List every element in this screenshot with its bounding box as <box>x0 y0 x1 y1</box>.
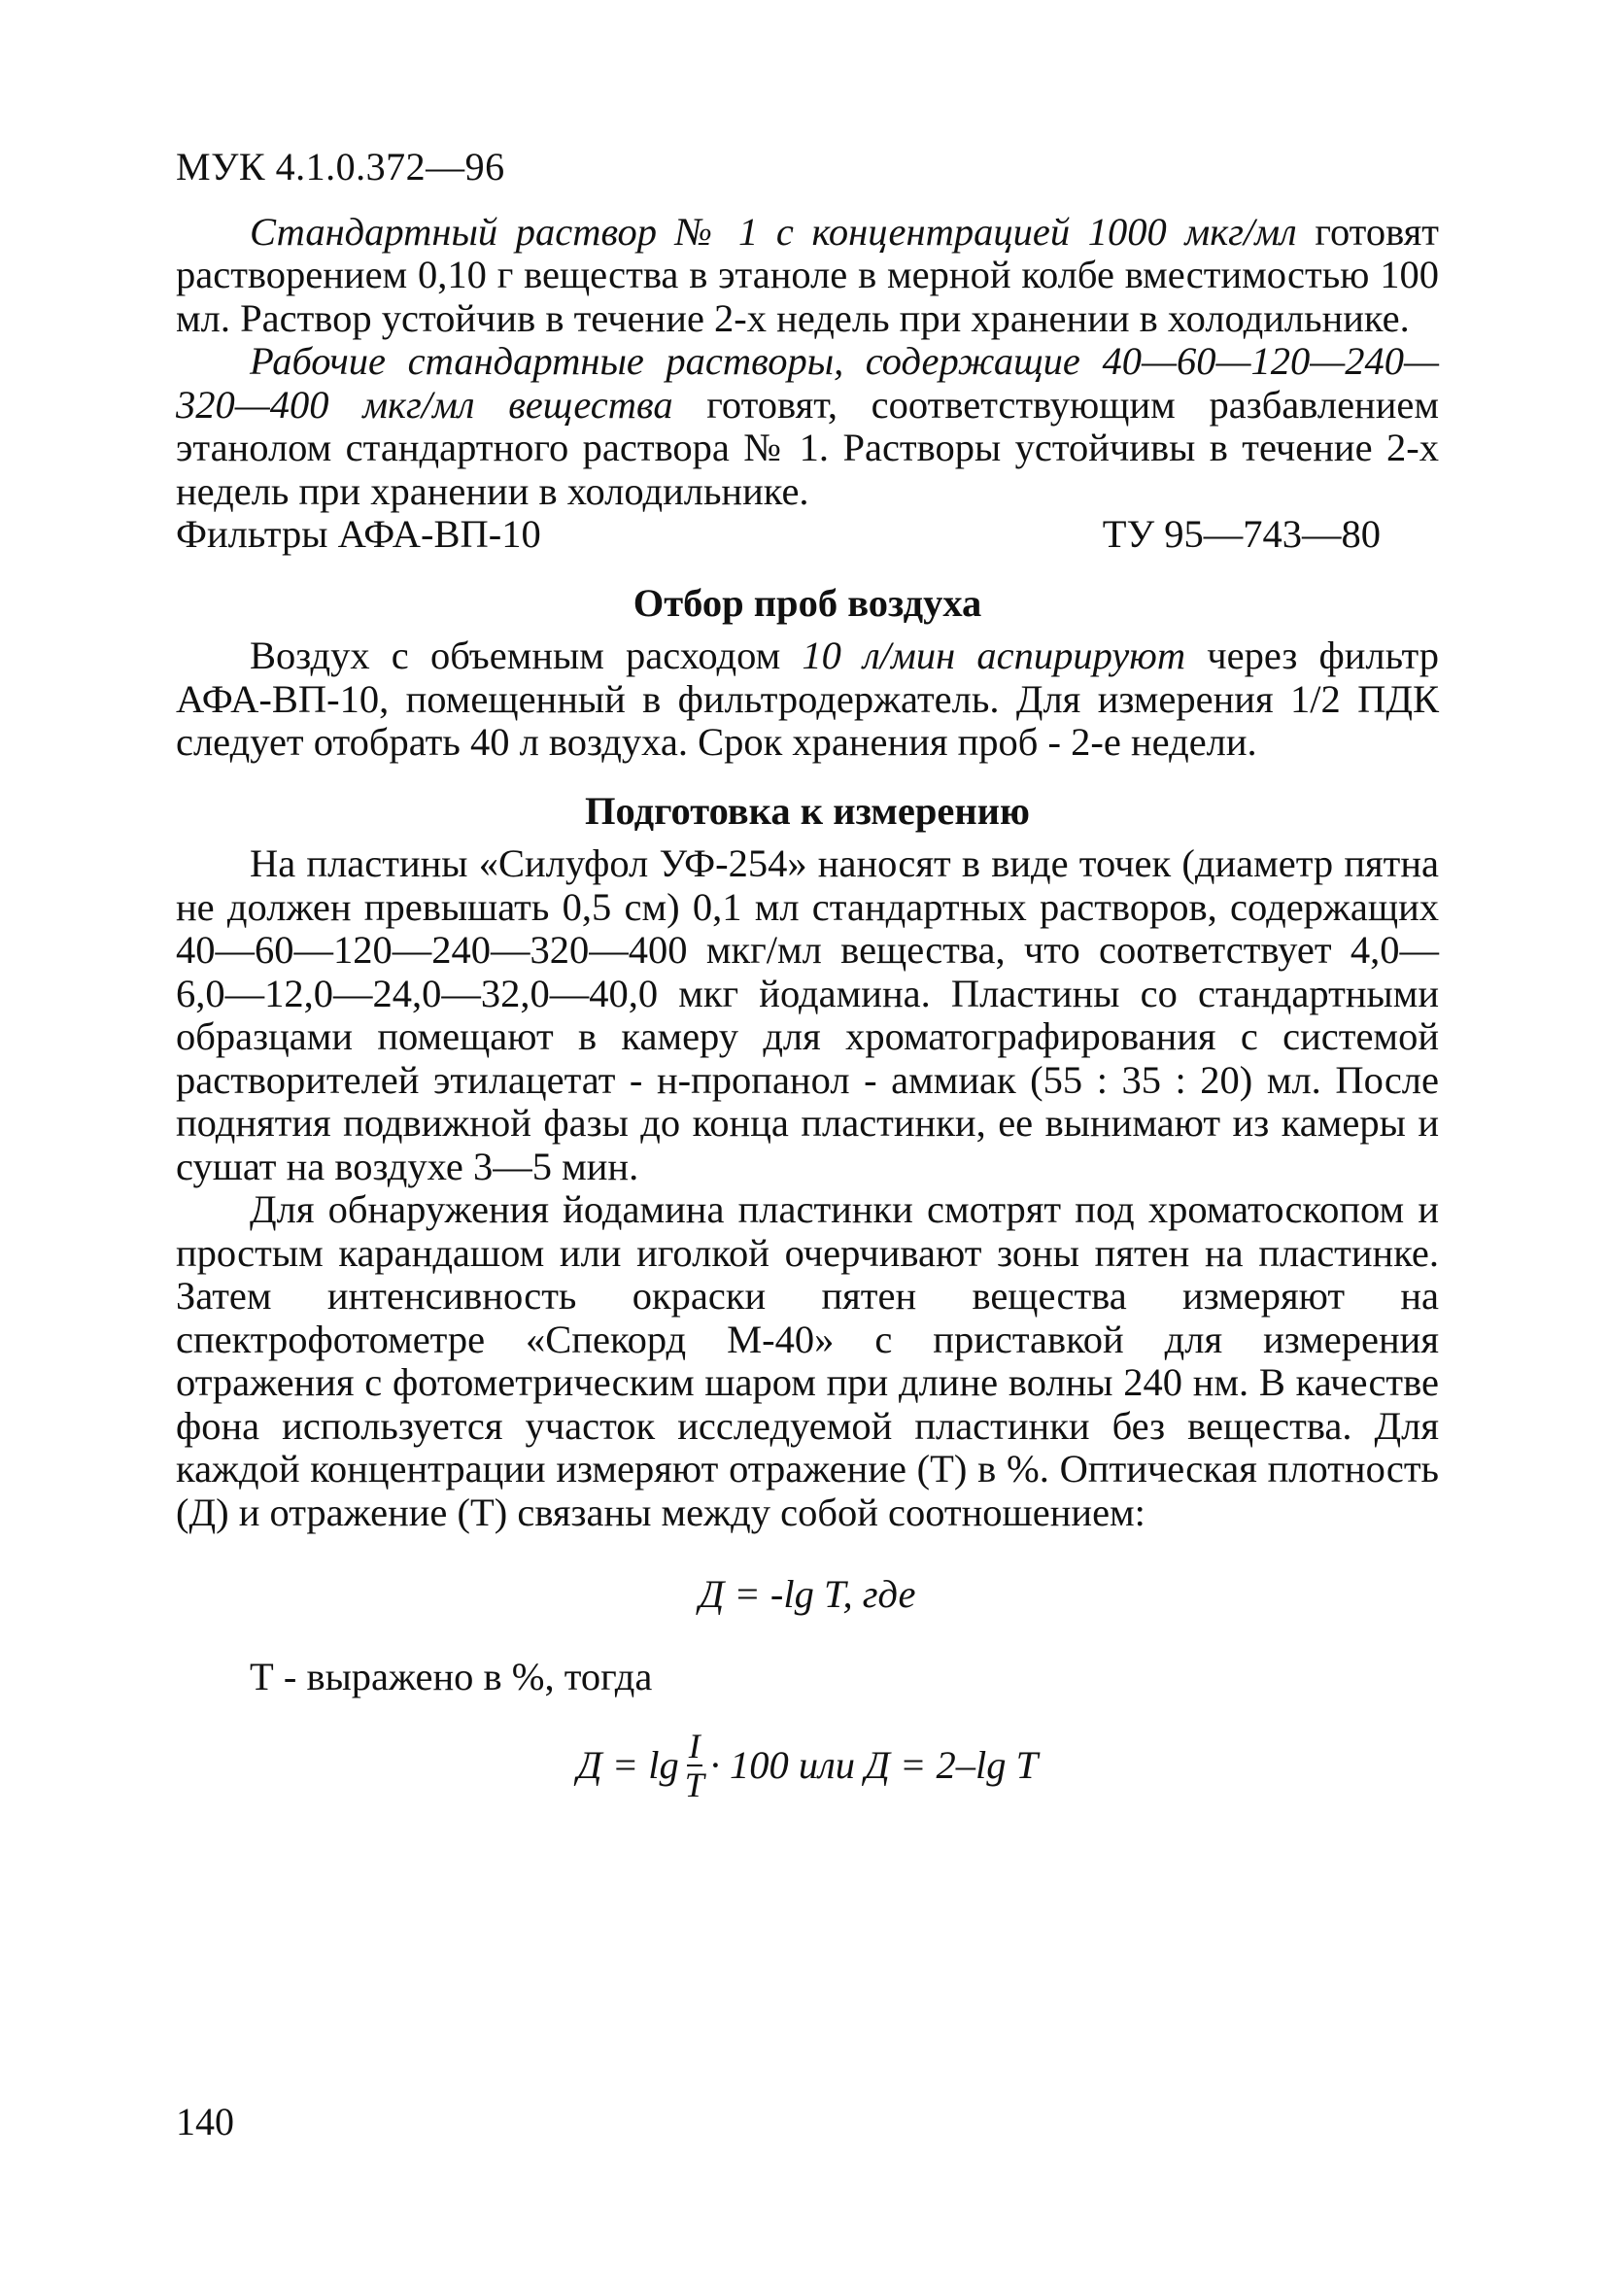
document-page <box>176 146 1439 1803</box>
paragraph-text: Воздух с объемным расходом <box>250 634 803 677</box>
paragraph-text: готовят растворением 0,10 г вещества в этаноле в мерной колбе вместимостью 100 мл. Раствор устойчив в течение 2-х недель при хранении в холодильнике. <box>176 209 1440 340</box>
filter-line <box>176 513 1381 557</box>
paragraph-preparation-2: Для обнаружения йодамина пластинки смотрят под хроматоскопом и простым карандашом или иголкой очерчивают зоны пятен на пластинке. Затем интенсивность окраски пятен вещества измеряют на спектрофотометре «Спекорд М-40» с приставкой для измерения отражения с фотометрическим шаром при длине волны 240 нм. В качестве фона используется участок исследуемой пластинки без вещества. Для каждой концентрации измеряют отражение (Т) в %. Оптическая плотность (Д) и отражение (Т) связаны между собой соотношением: <box>176 1187 1439 1534</box>
paragraph-air-sampling <box>176 634 1439 765</box>
paragraph-text: через фильтр АФА-ВП-10, помещенный в фильтродержатель. Для измерения 1/2 ПДК следует отобрать 40 л воздуха. Срок хранения проб - 2-е недели. <box>176 634 1440 764</box>
paragraph-working-solutions <box>176 340 1439 513</box>
formula-numerator: I <box>688 1727 701 1765</box>
section-title-preparation: Подготовка к измерению <box>585 788 1030 833</box>
formula-denominator: T <box>684 1765 704 1804</box>
section-title-air-sampling: Отбор проб воздуха <box>633 580 982 625</box>
paragraph-t-definition: Т - выражено в %, тогда <box>250 1654 653 1698</box>
formula-fraction <box>685 1728 704 1803</box>
filter-spec: ТУ 95—743—80 <box>1102 512 1381 556</box>
filter-name: Фильтры АФА-ВП-10 <box>176 512 541 556</box>
paragraph-preparation-1: На пластины «Силуфол УФ-254» наносят в виде точек (диаметр пятна не должен превышать 0,5 см) 0,1 мл стандартных растворов, содержащих 40—60—120—240—320—400 мкг/мл вещества, что соответствует 4,0—6,0—12,0—24,0—32,0—40,0 мкг йодамина. Пластины со стандартными образцами помещают в камеру для хроматографирования с системой растворителей этилацетат - н-пропанол - аммиак (55 : 35 : 20) мл. После поднятия подвижной фазы до конца пластинки, ее вынимают из камеры и сушат на воздухе 3—5 мин. <box>176 841 1439 1188</box>
formula-right: · 100 или Д = 2–lg T <box>709 1742 1039 1787</box>
formula-optical-density: Д = -lg T, где <box>699 1572 916 1616</box>
document-header: МУК 4.1.0.372—96 <box>176 145 505 188</box>
paragraph-italic: 10 л/мин аспирируют <box>802 634 1186 677</box>
paragraph-standard-solution <box>176 211 1439 341</box>
paragraph-lead-italic: Стандартный раствор № 1 с концентрацией 1000 мкг/мл <box>250 209 1297 254</box>
paragraph-lead-italic: Рабочие стандартные растворы, содержащие 40—60—120—240—320—400 мкг/мл вещества <box>176 339 1439 427</box>
formula-left: Д = lg <box>576 1742 679 1787</box>
page-number: 140 <box>176 2100 234 2143</box>
paragraph-text: готовят, соответствующим разбавлением этанолом стандартного раствора № 1. Растворы устойчивы в течение 2-х недель при хранении в холодильнике. <box>176 382 1440 513</box>
formula-density-conversion <box>176 1728 1439 1803</box>
